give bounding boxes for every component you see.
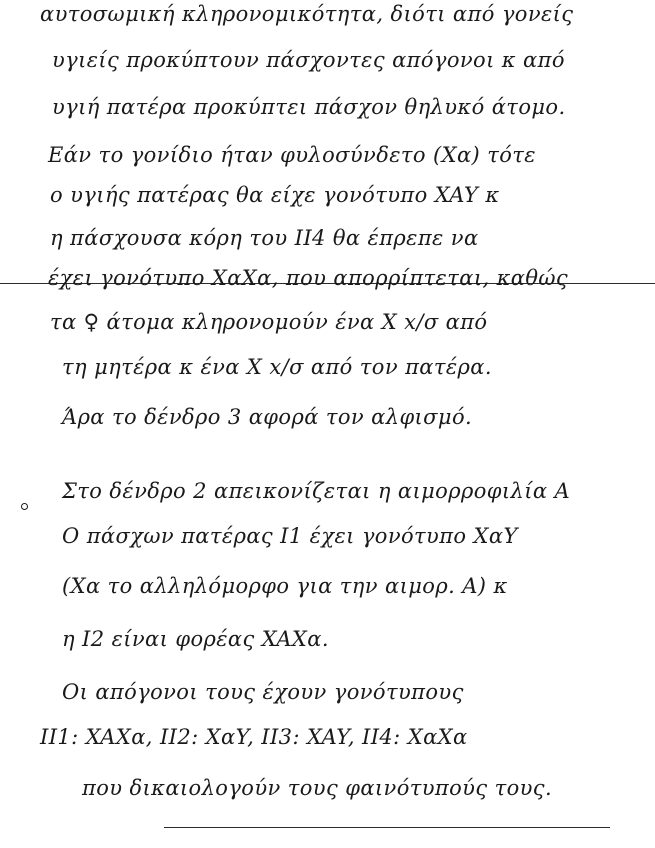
text-line: Εάν το γονίδιο ήταν φυλοσύνδετο (Xα) τότε — [48, 143, 536, 167]
text-line: Στο δένδρο 2 απεικονίζεται η αιμορροφιλία A — [62, 479, 571, 503]
text-line: τα ♀ άτομα κληρονομούν ένα X x/σ από — [50, 310, 488, 334]
text-line: Οι απόγονοι τους έχουν γονότυπους — [62, 680, 464, 704]
text-line: η πάσχουσα κόρη του II4 θα έπρεπε να — [50, 226, 479, 250]
text-line: που δικαιολογούν τους φαινότυπούς τους. — [82, 776, 553, 800]
text-line: ο υγιής πατέρας θα είχε γονότυπο XAY κ — [50, 183, 500, 207]
text-line: η I2 είναι φορέας XAXα. — [62, 627, 329, 651]
text-line: Ο πάσχων πατέρας I1 έχει γονότυπο XαY — [62, 524, 518, 548]
text-line: υγιείς προκύπτουν πάσχοντες απόγονοι κ από — [52, 48, 565, 72]
text-line: II1: XAXα, II2: XαY, II3: XAY, II4: XαXα — [40, 725, 468, 749]
bottom-rule — [164, 827, 610, 828]
text-line: υγιή πατέρα προκύπτει πάσχον θηλυκό άτομο. — [52, 95, 566, 119]
text-line: αυτοσωμική κληρονομικότητα, διότι από γονείς — [40, 2, 574, 26]
text-line: (Xα το αλληλόμορφο για την αιμορ. A) κ — [62, 574, 508, 598]
text-line: Άρα το δένδρο 3 αφορά τον αλφισμό. — [62, 405, 473, 429]
bullet-point — [21, 503, 28, 510]
text-line: τη μητέρα κ ένα X x/σ από τον πατέρα. — [62, 355, 492, 379]
text-line: έχει γονότυπο XαXα, που απορρίπτεται, καθώς — [48, 266, 569, 290]
